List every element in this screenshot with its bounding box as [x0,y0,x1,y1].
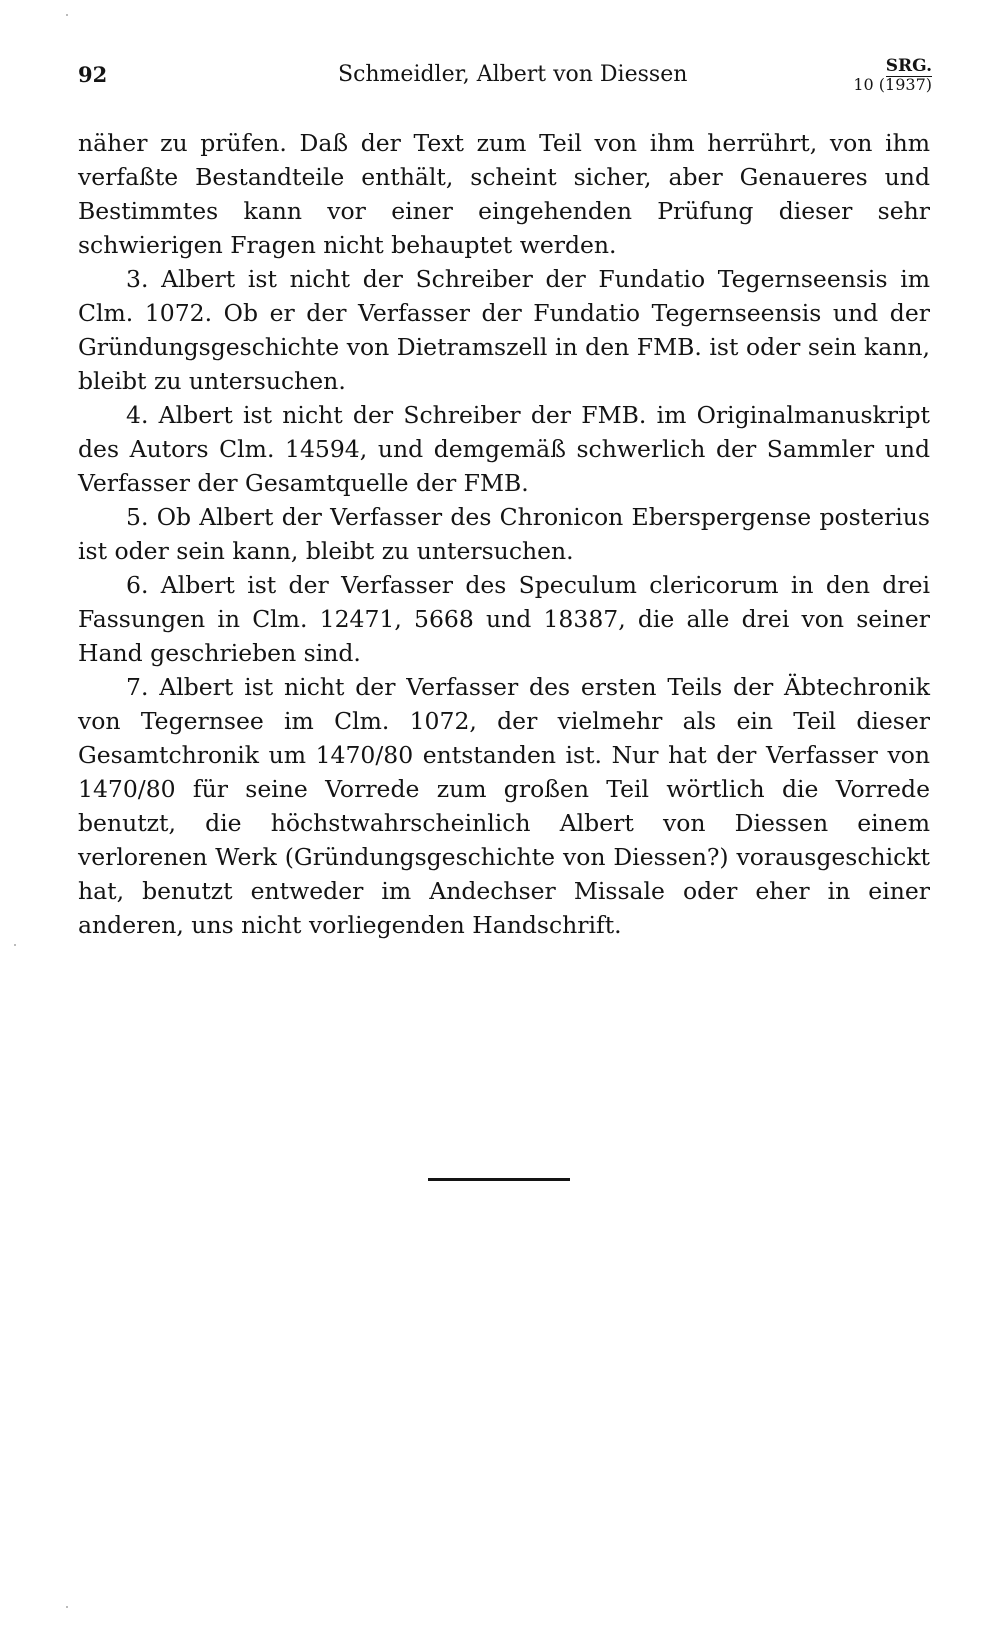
siglum-abbreviation: SRG. [885,56,932,76]
list-item-7: 7. Albert ist nicht der Verfasser des ersten Teils der Äbtechronik von Tegernsee im Clm. 1072, der vielmehr als ein Teil dieser Gesamtchronik um 1470/80 entstanden ist. Nur hat der Verfasser von 1470/80 für seine Vorrede zum großen Teil wörtlich die Vorrede benutzt, die höchstwahrscheinlich Albert von Diessen einem verlorenen Werk (Gründungsgeschichte von Diessen?) vorausgeschickt hat, benutzt entweder im Andechser Missale oder eher in einer anderen, uns nicht vorliegenden Handschrift. [78,673,930,939]
page-number: 92 [78,62,108,87]
scan-speck [14,944,16,946]
scan-speck [66,1606,68,1608]
list-item-6: 6. Albert ist der Verfasser des Speculum clericorum in den drei Fassungen in Clm. 12471, 5668 und 18387, die alle drei von seiner Hand geschrieben sind. [78,571,930,667]
page-header [78,56,932,102]
list-item-5: 5. Ob Albert der Verfasser des Chronicon Eberspergense posterius ist oder sein kann, bleibt zu untersuchen. [78,503,930,565]
scan-speck [66,14,68,16]
body-text [78,126,930,942]
running-title: Schmeidler, Albert von Diessen [338,62,688,87]
list-item-3: 3. Albert ist nicht der Schreiber der Fundatio Tegernseensis im Clm. 1072. Ob er der Verfasser der Fundatio Tegernseensis und der Gründungsgeschichte von Dietramszell in den FMB. ist oder sein kann, bleibt zu untersuchen. [78,265,930,395]
end-of-section-rule [428,1178,570,1181]
series-siglum [853,58,932,94]
paragraph-continuation: näher zu prüfen. Daß der Text zum Teil von ihm herrührt, von ihm verfaßte Bestandteile enthält, scheint sicher, aber Genaueres und Bestimmtes kann vor einer eingehenden Prüfung dieser sehr schwierigen Fragen nicht behauptet werden. [78,129,930,259]
siglum-volume: 10 (1937) [853,74,932,94]
list-item-4: 4. Albert ist nicht der Schreiber der FMB. im Originalmanuskript des Autors Clm. 14594, und demgemäß schwerlich der Sammler und Verfasser der Gesamtquelle der FMB. [78,401,930,497]
